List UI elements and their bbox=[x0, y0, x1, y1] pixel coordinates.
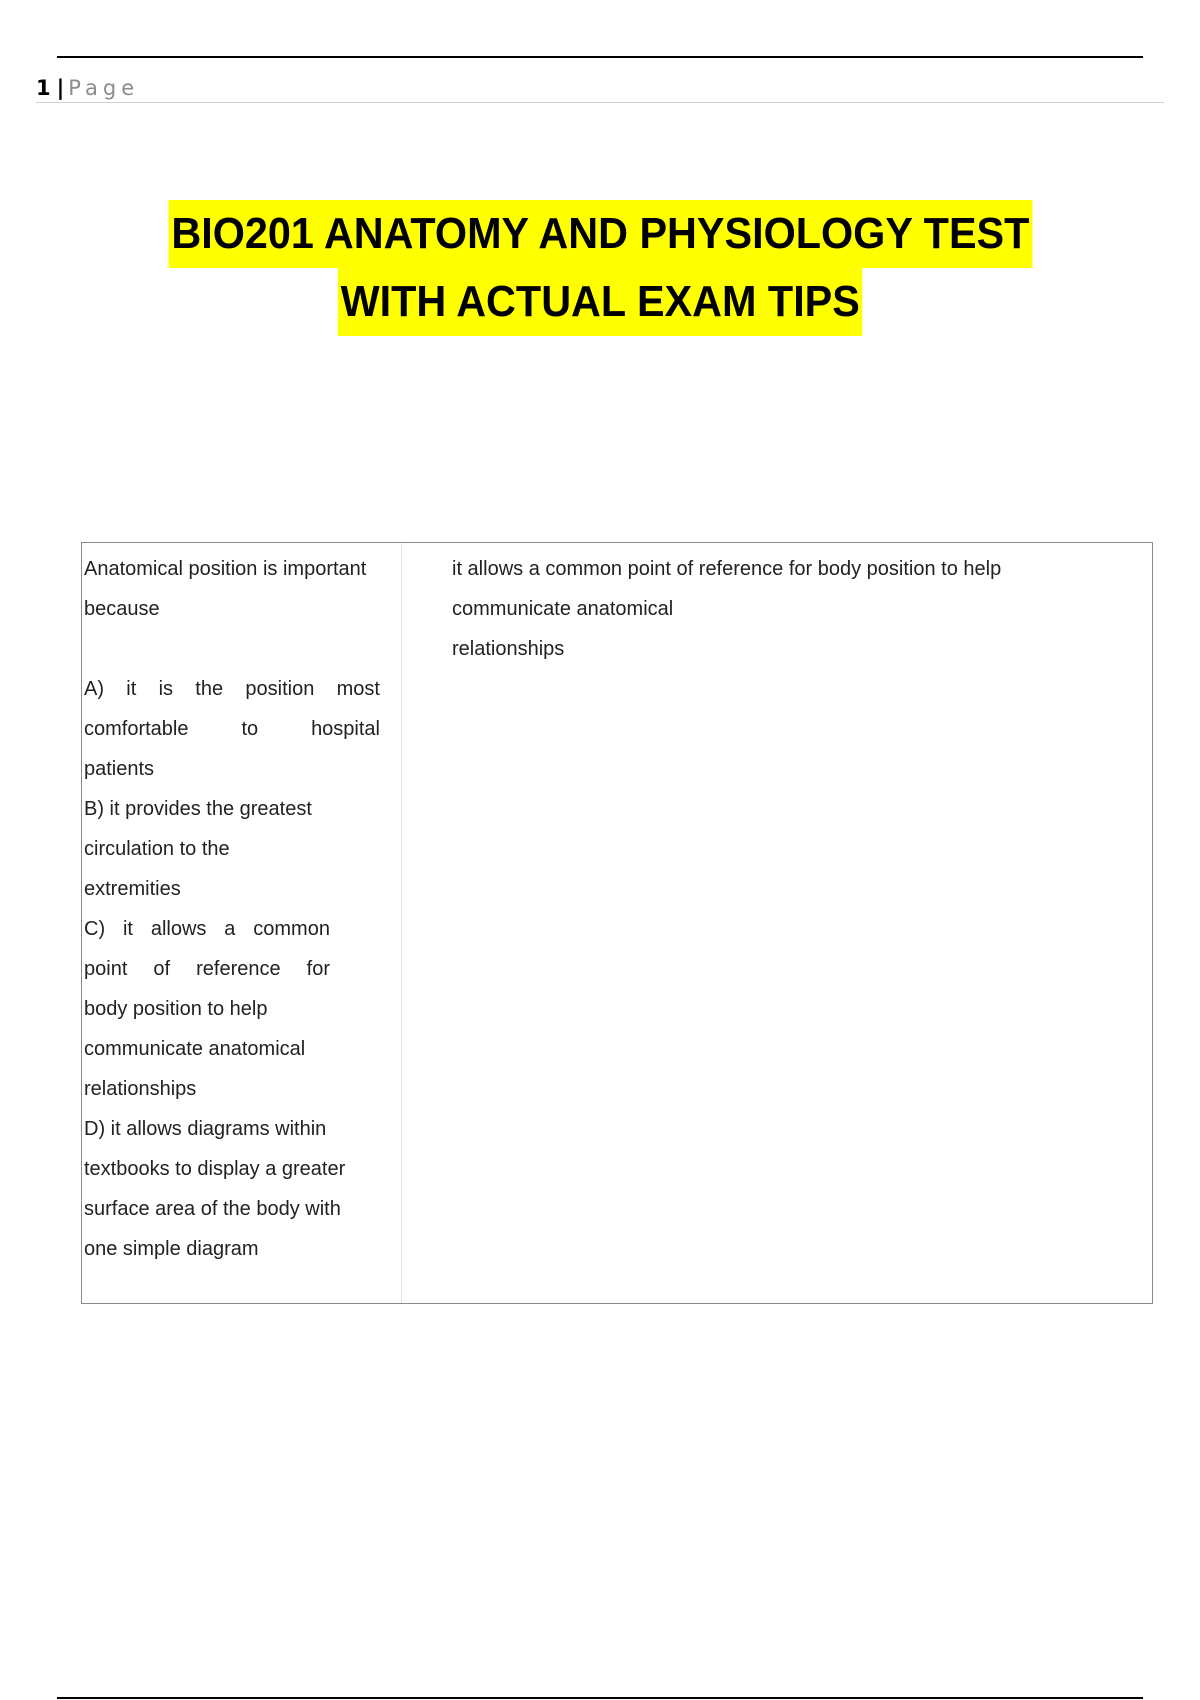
option-a-line: A) it is the position most bbox=[84, 678, 380, 700]
page-separator: | bbox=[56, 76, 65, 100]
option-d-line: one simple diagram bbox=[84, 1238, 259, 1260]
answer-cell bbox=[402, 543, 1152, 1303]
answer-line: relationships bbox=[452, 638, 565, 660]
option-d-line: textbooks to display a greater bbox=[84, 1158, 346, 1180]
question-stem-line: Anatomical position is important bbox=[84, 558, 367, 580]
bottom-rule bbox=[57, 1697, 1143, 1699]
question-cell bbox=[82, 543, 402, 1303]
option-b-line: extremities bbox=[84, 878, 181, 900]
answer-line: it allows a common point of reference for body position to help bbox=[452, 558, 1002, 580]
page-header bbox=[36, 74, 139, 102]
option-a-line: comfortable to hospital bbox=[84, 718, 380, 740]
answer-line: communicate anatomical bbox=[452, 598, 674, 620]
option-b-line: B) it provides the greatest bbox=[84, 798, 312, 820]
document-title bbox=[0, 200, 1200, 336]
question-stem-line: because bbox=[84, 598, 160, 620]
page-label: Page bbox=[68, 76, 140, 100]
title-line-2: WITH ACTUAL EXAM TIPS bbox=[338, 268, 863, 336]
option-a-line: patients bbox=[84, 758, 155, 780]
option-b-line: circulation to the bbox=[84, 838, 230, 860]
header-rule bbox=[36, 102, 1164, 103]
option-c-line: relationships bbox=[84, 1078, 197, 1100]
option-d-line: surface area of the body with bbox=[84, 1198, 341, 1220]
option-c-line: communicate anatomical bbox=[84, 1038, 306, 1060]
option-c-line: body position to help bbox=[84, 998, 268, 1020]
qa-table bbox=[81, 542, 1153, 1304]
option-c-line: C) it allows a common bbox=[84, 918, 330, 940]
page-number: 1 bbox=[36, 76, 51, 100]
option-d-line: D) it allows diagrams within bbox=[84, 1118, 327, 1140]
top-rule bbox=[57, 56, 1143, 58]
title-line-1: BIO201 ANATOMY AND PHYSIOLOGY TEST bbox=[168, 200, 1032, 268]
option-c-line: point of reference for bbox=[84, 958, 330, 980]
